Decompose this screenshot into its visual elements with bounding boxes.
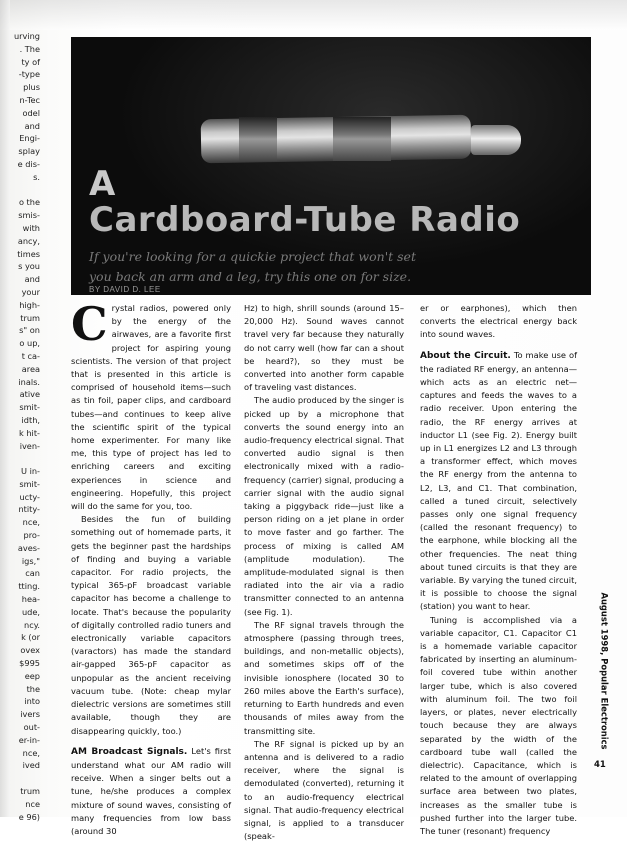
bleed-line: ntity- — [18, 504, 40, 515]
paragraph: The audio produced by the singer is picked up by a microphone that converts the sound energy into an audio-frequency electrical signal. That converted audio signal is then electronically mixed with a radio-frequency (carrier) signal, producing a carrier signal with the audio signal taking a piggyback ride—just like a person riding on a jet plane in order to move faster and go farther. The process of mixing is called AM (amplitude modulation). The amplitude-modulated signal is then radiated into the air via a radio transmitter connected to an antenna (see Fig. 1). — [244, 395, 404, 617]
bleed-line: eep — [24, 670, 40, 681]
bleed-line: tting. — [18, 581, 40, 592]
bleed-line: e dis- — [17, 158, 40, 169]
bleed-line: inals. — [18, 376, 40, 387]
bleed-line: ucty- — [19, 491, 40, 502]
article-column-3 — [420, 302, 577, 838]
bleed-line: t ca- — [21, 350, 40, 361]
tube-foil-band — [239, 117, 277, 161]
bleed-line: e 96) — [18, 811, 40, 822]
section-heading: About the Circuit. — [420, 350, 511, 361]
bleed-line: trum — [20, 786, 40, 797]
paragraph: Hz) to high, shrill sounds (around 15–20,000 Hz). Sound waves cannot travel very far because they naturally do not carry well (how far can a shout be heard?), so they must be converted into another form capable of traveling vast distances. — [244, 303, 404, 393]
bleed-line: trum — [20, 312, 40, 323]
bleed-line: s you — [18, 261, 40, 272]
bleed-line: times — [17, 248, 40, 259]
bleed-line: n-Tec — [19, 94, 40, 105]
bleed-line: nce, — [22, 517, 40, 528]
bleed-line: urving — [13, 31, 40, 41]
bleed-line: odel — [22, 107, 40, 118]
paragraph: The RF signal travels through the atmosphere (passing through trees, buildings, and non-metallic objects), and sometimes skips off of the invisible ionosphere (located 30 to 260 miles above the Earth's surface), returning to Earth hundreds and even thousands of miles away from the transmitting site. — [244, 619, 404, 736]
bleed-line: pro- — [23, 530, 40, 541]
bleed-line: er-in- — [18, 734, 40, 745]
bleed-line: -type — [18, 69, 40, 80]
bleed-line: Engi- — [19, 133, 40, 144]
bleed-line: iven- — [19, 440, 40, 451]
bleed-line: k (or — [21, 632, 40, 643]
paragraph — [420, 349, 577, 614]
scan-shading — [0, 0, 627, 30]
paragraph: Tuning is accomplished via a variable capacitor, C1. Capacitor C1 is a homemade variable capacitor fabricated by inserting an aluminum-foil covered tube within another larger tube, which is also covered with aluminum foil. The two foil layers, or plates, never electrically touch because they are always separated by the width of the cardboard tube wall (called the dielectric). Capacitance, which is related to the amount of overlapping surface area between two plates, increases as the smaller tube is pushed further into the larger tube. The tuner (resonant) frequency — [420, 614, 577, 836]
bleed-line: o up, — [19, 338, 40, 349]
bleed-line: k hit- — [19, 427, 40, 438]
bleed-line: out- — [23, 722, 40, 733]
paragraph-text: Let's first understand what our AM radio will receive. When a singer belts out a tune, he/she produces a complex mixture of sound waves, consisting of many frequencies from low bass (around 30 — [71, 745, 232, 836]
bleed-line: ovex — [20, 645, 40, 656]
bleed-line: and — [24, 274, 40, 285]
bleed-line: U in- — [20, 466, 40, 477]
running-footer — [592, 592, 610, 750]
bleed-line: high- — [19, 299, 40, 310]
byline: BY DAVID D. LEE — [89, 285, 161, 294]
paragraph-text: rystal radios, powered only by the energy of the airwaves, are a favorite first project for aspiring young scientists. The version of that project that is presented in this article is comprised of household items—such as tin foil, paper clips, and cardboard tubes—and continues to keep alive the scientific spirit of the typical home experimenter. For many like me, this type of project has led to enriching careers and exciting experiences in science and engineering. Hopefully, this project will do the same for you, too. — [71, 303, 231, 512]
article-subtitle: If you're looking for a quickie project that won't set you back an arm and a leg, try this one on for size. — [89, 249, 416, 284]
bleed-line: . The — [19, 43, 40, 54]
bleed-line: ude, — [21, 606, 40, 617]
running-footer-text: August 1998, Popular Electronics — [599, 592, 610, 750]
bleed-line: idth, — [21, 414, 40, 425]
paragraph — [71, 297, 231, 513]
bleed-line — [0, 184, 40, 197]
bleed-line: smit- — [19, 402, 40, 413]
bleed-line: aves- — [17, 542, 40, 553]
paragraph-text: To make use of the radiated RF energy, an antenna—which acts as an electric net—captures and feeds the waves to a radio receiver. Upon entering the radio, the RF energy arrives at inductor L1 (see Fig. 2). Energy built up in L1 energizes L2 and L3 through a transformer effect, which moves the RF energy from the antenna to L2, L3, and C1. That combination, called a tuned circuit, selectively passes only one signal frequency (called the resonant frequency) to the earphone, while blocking all the other frequencies. The neat thing about tuned circuits is that they are variable. By varying the tuned circuit, it is possible to choose the signal (station) you want to hear. — [420, 349, 578, 612]
bleed-line: ative — [19, 389, 40, 400]
bleed-line: ived — [22, 760, 40, 771]
page-number: 41 — [594, 760, 606, 770]
bleed-line: s" on — [19, 325, 40, 336]
previous-page-bleed — [0, 30, 46, 822]
bleed-line: ivers — [20, 709, 40, 720]
bleed-line: ncy. — [24, 619, 40, 630]
paragraph: er or earphones), which then converts the electrical energy back into sound waves. — [420, 303, 577, 340]
bleed-line: your — [21, 286, 40, 297]
bleed-line: nce — [25, 798, 40, 809]
bleed-line: plus — [23, 82, 40, 93]
section-heading: AM Broadcast Signals. — [71, 746, 188, 757]
bleed-line: splay — [18, 146, 40, 157]
bleed-line: ty of — [21, 56, 40, 67]
bleed-line: $995 — [19, 658, 40, 669]
article-column-1 — [71, 297, 232, 838]
bleed-line: smis- — [18, 210, 40, 221]
hero-banner — [71, 37, 591, 295]
tube-end-cap — [471, 125, 521, 155]
bleed-line: the — [26, 683, 40, 694]
paragraph: Besides the fun of building something out of homemade parts, it gets the beginner past the hardships of finding and buying a variable capacitor. For radio projects, the typical 365-pF broadcast variable capacitor has become a challenge to locate. That's because the popularity of digitally controlled radio tuners and electronically variable capacitors (varactors) has made the standard air-gapped 365-pF capacitor as unpopular as the ancient receiving vacuum tube. (Note: cheap mylar dielectric versions are sometimes still available, though they are disappearing quickly, too.) — [71, 514, 231, 736]
bleed-line — [0, 772, 40, 785]
bleed-line: can — [25, 568, 40, 579]
bleed-line: igs," — [21, 555, 40, 566]
bleed-line: ancy, — [17, 235, 40, 246]
bleed-line: and — [24, 120, 40, 131]
bleed-line: hea- — [21, 594, 40, 605]
bleed-line: with — [22, 222, 40, 233]
paragraph — [71, 745, 231, 838]
bleed-line: o the — [18, 197, 40, 208]
bleed-line: area — [21, 363, 40, 374]
article-title: Cardboard-Tube Radio — [89, 200, 521, 240]
bleed-line: into — [24, 696, 40, 707]
article-column-2 — [244, 302, 404, 843]
bleed-line: nce, — [22, 747, 40, 758]
paragraph: The RF signal is picked up by an antenna and is delivered to a radio receiver, where the signal is demodulated (converted), returning it to an audio-frequency electrical signal. That audio-frequency electrical signal, is applied to a transducer (speak- — [244, 738, 404, 842]
tube-foil-band — [333, 117, 391, 161]
article-title-prefix: A — [89, 164, 117, 204]
bleed-line: smit- — [19, 478, 40, 489]
drop-cap: C — [71, 297, 108, 351]
bleed-line — [0, 452, 40, 465]
bleed-line: s. — [33, 171, 40, 182]
